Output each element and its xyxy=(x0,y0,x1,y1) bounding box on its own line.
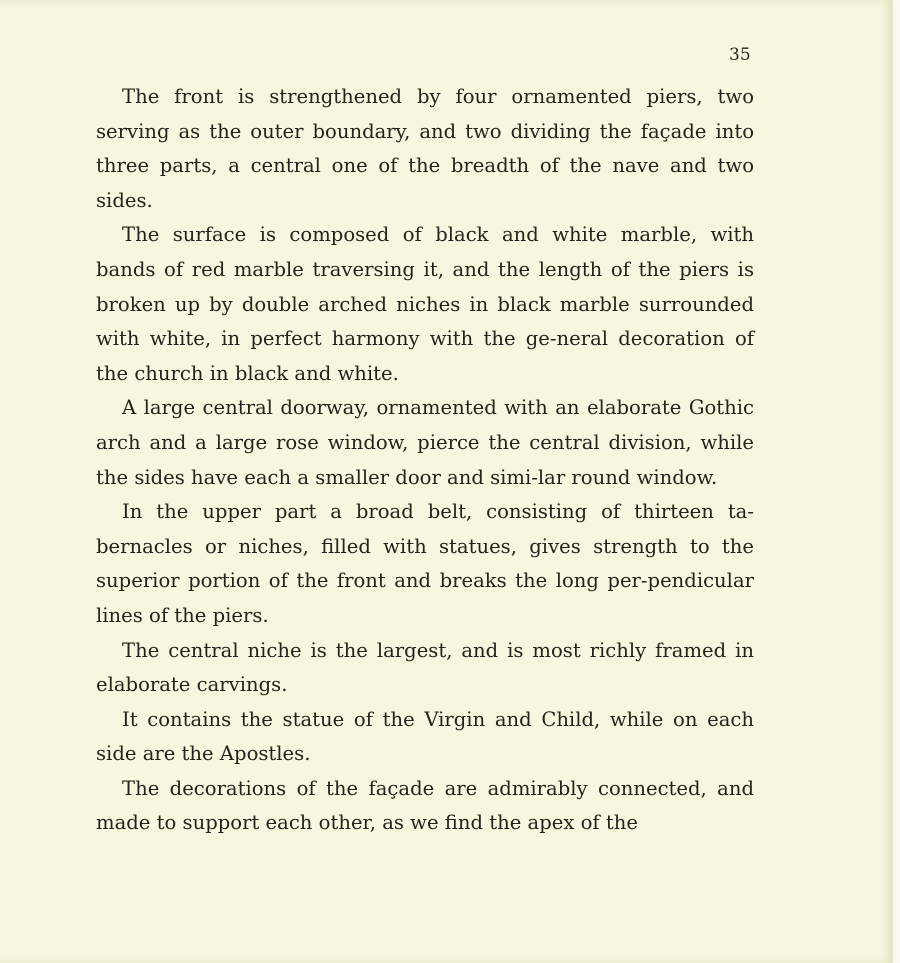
paragraph-decorations: The decorations of the façade are admirably connected, and made to support each other, as we find the apex of the xyxy=(96,776,754,835)
body-text xyxy=(96,80,754,841)
paragraph-statue: It contains the statue of the Virgin and Child, while on each side are the Apostles. xyxy=(96,707,754,766)
paragraph-doorway: A large central doorway, ornamented with an elaborate Gothic arch and a large rose window, pierce the central division, while the sides have each a smaller door and simi-lar round window. xyxy=(96,396,754,489)
paragraph-central-niche: The central niche is the largest, and is most richly framed in elaborate carvings. xyxy=(96,638,754,697)
paragraph-surface: The surface is composed of black and white marble, with bands of red marble traversing it, and the length of the piers is broken up by double arched niches in black marble surrounded with white, in perfect harmony with the ge-neral decoration of the church in black and white. xyxy=(96,223,754,385)
paragraph-belt: In the upper part a broad belt, consisting of thirteen ta-bernacles or niches, filled with statues, gives strength to the superior portion of the front and breaks the long per-pendicular lines of the piers. xyxy=(96,500,754,627)
paragraph-piers: The front is strengthened by four ornamented piers, two serving as the outer boundary, and two dividing the façade into three parts, a central one of the breadth of the nave and two sides. xyxy=(96,85,754,212)
page-edge xyxy=(893,0,900,963)
page-number: 35 xyxy=(729,45,751,65)
